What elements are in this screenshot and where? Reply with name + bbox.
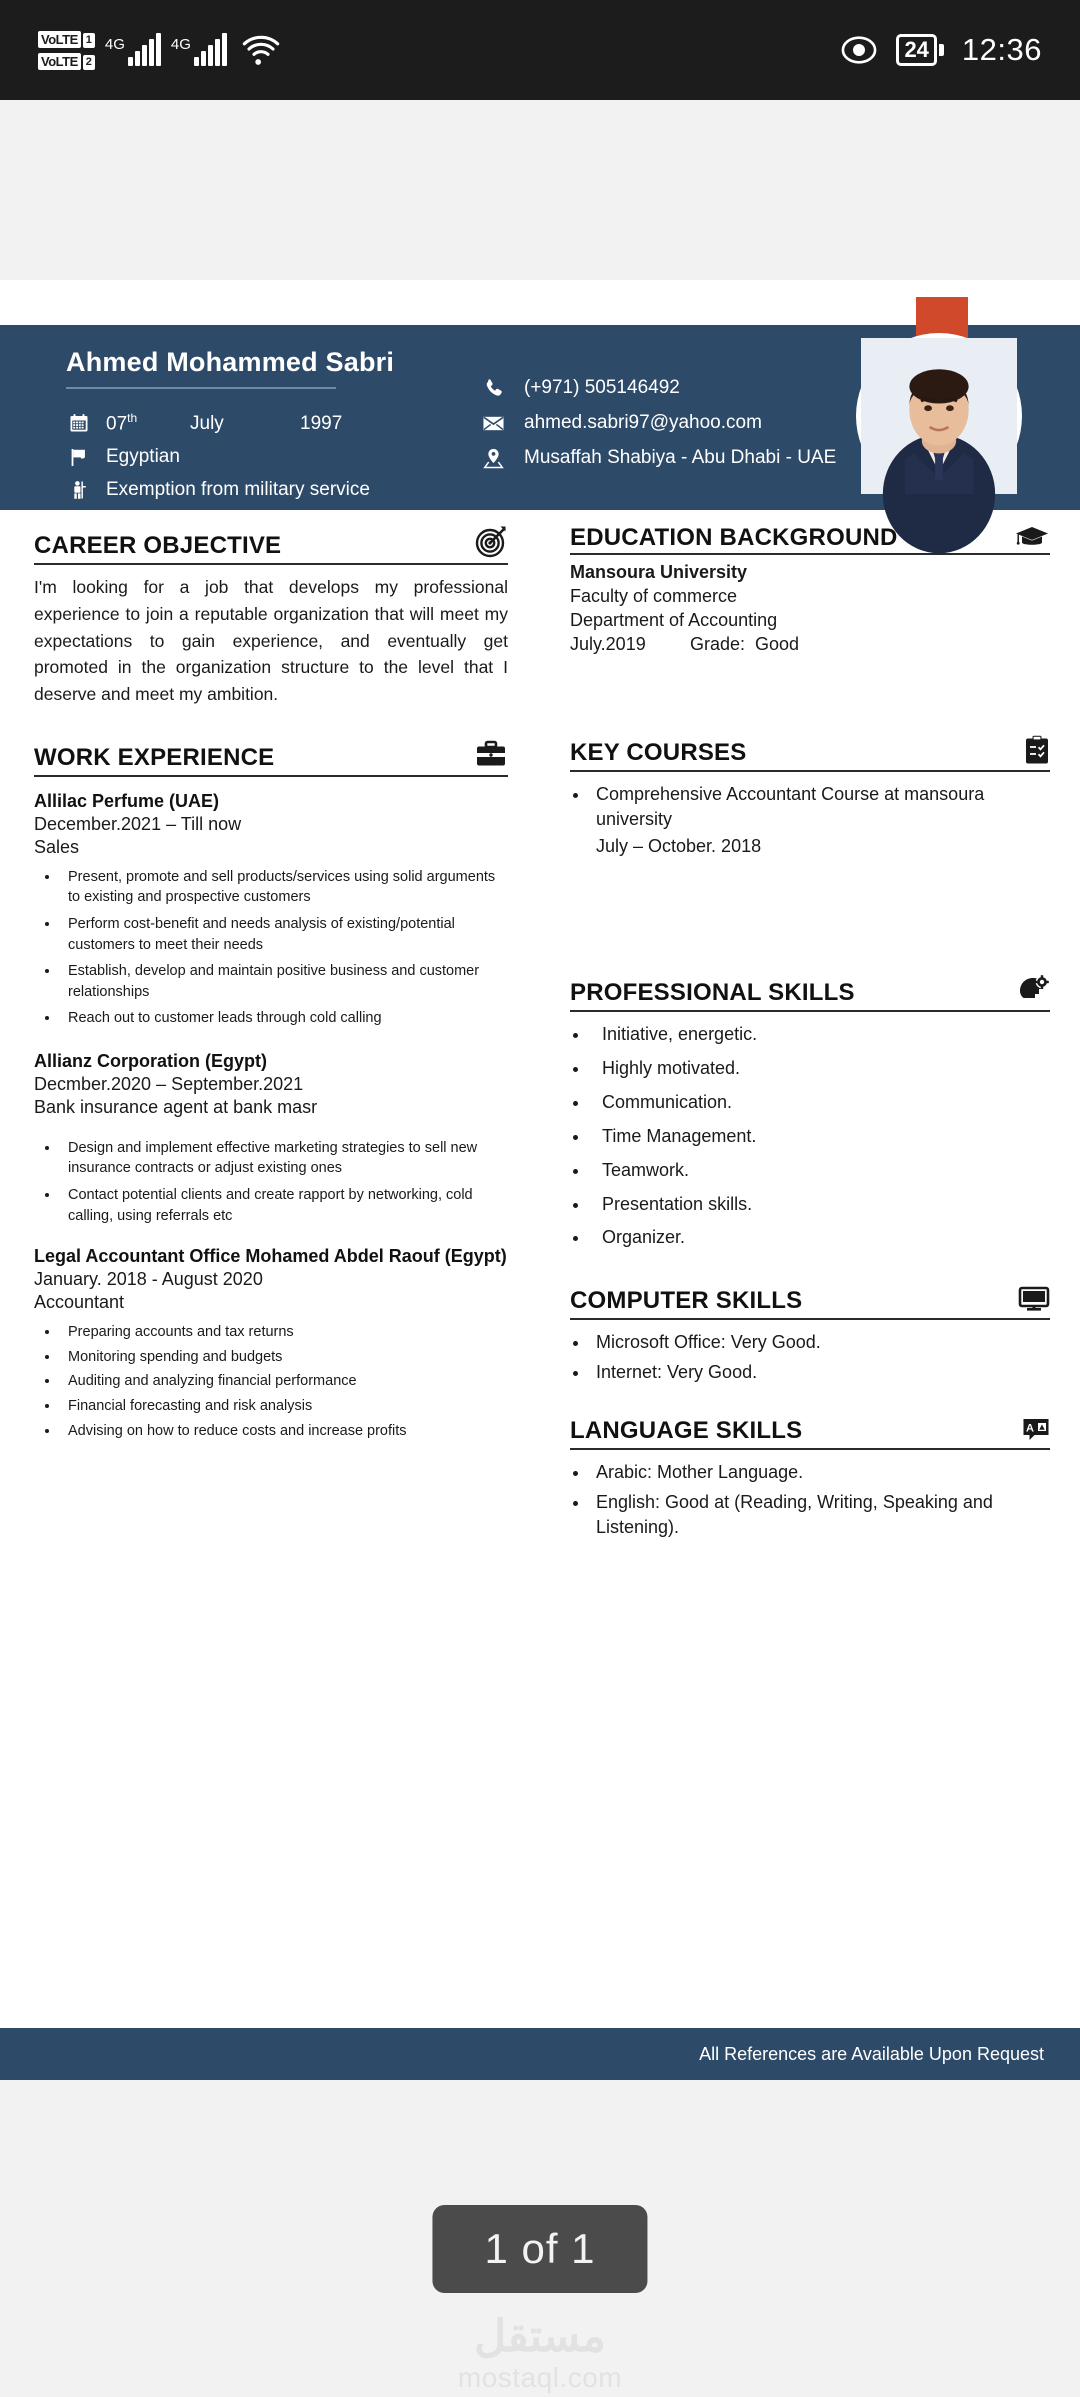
list-item: • Monitoring spending and budgets: [60, 1347, 508, 1368]
graduation-cap-icon: [1014, 524, 1050, 552]
language-skills-list: [590, 1460, 1050, 1539]
education-university: Mansoura University: [570, 562, 748, 582]
section-header: [570, 1417, 1050, 1450]
list-item: • Comprehensive Accountant Course at mansoura university: [590, 782, 1050, 832]
section-header: [570, 1285, 1050, 1320]
list-item: • Advising on how to reduce costs and increase profits: [60, 1421, 508, 1442]
profile-photo: [861, 338, 1017, 494]
cv-right-column: [548, 524, 1080, 1545]
list-item: • English: Good at (Reading, Writing, Speaking and Listening).: [590, 1490, 1050, 1540]
email-value: ahmed.sabri97@yahoo.com: [524, 412, 762, 433]
section-header: [34, 524, 508, 565]
section-header: [34, 740, 508, 777]
job-company: Legal Accountant Office Mohamed Abdel Raouf (Egypt): [34, 1246, 507, 1267]
job-role: Sales: [34, 836, 80, 857]
volte-sim2: [38, 53, 95, 70]
dob-day: 07th: [106, 411, 138, 435]
military-service-icon: [66, 480, 92, 500]
section-header: [570, 975, 1050, 1012]
envelope-icon: [480, 413, 506, 434]
cv-body: [0, 510, 1080, 1545]
job-role: Bank insurance agent at bank masr: [34, 1096, 318, 1117]
monitor-icon: [1018, 1285, 1050, 1315]
list-item: • Financial forecasting and risk analysis: [60, 1396, 508, 1417]
list-item: • Contact potential clients and create rapport by networking, cold calling, using referrals etc: [60, 1185, 508, 1226]
education-date: July.2019: [570, 633, 646, 654]
cv-header: [0, 325, 1080, 510]
phone-value: (+971) 505146492: [524, 377, 680, 398]
section-work-experience: [34, 740, 508, 1441]
section-title: KEY COURSES: [570, 738, 747, 766]
network-type-label: 4G: [170, 36, 191, 53]
education-grade-row: [570, 633, 1050, 657]
cv-left-column: [0, 524, 548, 1545]
clipboard-checklist-icon: [1024, 735, 1050, 767]
job-dates: Decmber.2020 – September.2021: [34, 1073, 304, 1094]
svg-text:A: A: [1026, 1422, 1034, 1435]
target-icon: [474, 524, 508, 560]
battery-percent-label: 24: [896, 34, 936, 65]
professional-skills-list: [590, 1022, 1050, 1250]
job-bullets: [60, 1138, 508, 1226]
list-item: • Present, promote and sell products/services using solid arguments to existing and prospective customers: [60, 867, 508, 908]
section-key-courses: [570, 735, 1050, 858]
job-company: Allilac Perfume (UAE): [34, 790, 220, 811]
dob-year: 1997: [300, 413, 343, 435]
signal-bars-icon: [194, 34, 227, 66]
section-title: COMPUTER SKILLS: [570, 1287, 803, 1315]
watermark: [457, 2312, 623, 2397]
list-item: • Time Management.: [590, 1124, 1050, 1149]
watermark-arabic: مستقل: [474, 2312, 606, 2361]
references-note: All References are Available Upon Request: [699, 2043, 1044, 2064]
eye-icon: [840, 35, 878, 65]
volte-sim1: [38, 31, 95, 48]
volte-indicators: [38, 31, 95, 70]
page-indicator-label: 1 of 1: [484, 2225, 596, 2272]
signal-sim2: [171, 34, 227, 66]
list-item: • Organizer.: [590, 1225, 1050, 1250]
list-item: • Presentation skills.: [590, 1192, 1050, 1217]
list-item: • Arabic: Mother Language.: [590, 1460, 1050, 1485]
job-bullets: [60, 1322, 508, 1441]
list-item: • Establish, develop and maintain positive business and customer relationships: [60, 961, 508, 1002]
status-bar: [0, 0, 1080, 100]
job-entry: [34, 791, 508, 1029]
document-viewer[interactable]: [0, 100, 1080, 2393]
key-courses-list: [590, 782, 1050, 832]
section-title: PROFESSIONAL SKILLS: [570, 979, 855, 1007]
sim2-number: 2: [83, 55, 95, 70]
job-entry: [34, 1246, 508, 1441]
name-underline: [66, 387, 336, 389]
cv-page: [0, 280, 1080, 2080]
wifi-icon: [241, 33, 281, 67]
section-title: CAREER OBJECTIVE: [34, 532, 282, 559]
section-computer-skills: [570, 1285, 1050, 1385]
address-value: Musaffah Shabiya - Abu Dhabi - UAE: [524, 447, 837, 468]
section-career-objective: [34, 524, 508, 708]
military-row: [66, 479, 480, 501]
education-faculty: Faculty of commerce: [570, 585, 738, 606]
list-item: • Initiative, energetic.: [590, 1022, 1050, 1047]
status-bar-left: [38, 31, 281, 70]
education-grade-label: Grade:: [690, 633, 746, 654]
signal-bars-icon: [128, 34, 161, 66]
list-item: • Highly motivated.: [590, 1056, 1050, 1081]
section-title: LANGUAGE SKILLS: [570, 1416, 803, 1444]
military-status-value: Exemption from military service: [106, 479, 370, 501]
avatar: [856, 333, 1022, 499]
section-header: [570, 735, 1050, 772]
signal-sim1: [105, 34, 161, 66]
head-gear-icon: [1016, 975, 1050, 1007]
cv-header-personal: [0, 325, 480, 512]
cv-footer: [0, 2028, 1080, 2080]
volte-badge-icon: VoLTE: [38, 53, 81, 70]
education-grade-value: Good: [755, 633, 800, 654]
computer-skills-list: [590, 1330, 1050, 1385]
list-item: • Perform cost-benefit and needs analysis of existing/potential customers to meet their needs: [60, 914, 508, 955]
job-company: Allianz Corporation (Egypt): [34, 1050, 267, 1071]
status-bar-right: [840, 32, 1042, 68]
career-objective-text: I'm looking for a job that develops my professional experience to join a reputable organization that will meet my expectations to gain experience, and eventually get promoted in the organization structure to the level that I deserve and meet my ambition.: [34, 577, 508, 705]
job-role: Accountant: [34, 1292, 125, 1313]
education-details: [570, 561, 1050, 657]
course-dates: July – October. 2018: [596, 836, 762, 857]
job-entry: [34, 1051, 508, 1226]
dob-row: [66, 411, 480, 435]
job-dates: December.2021 – Till now: [34, 813, 242, 834]
calendar-icon: [66, 413, 92, 433]
watermark-latin: mostaql.com: [457, 2362, 623, 2393]
battery-tip-icon: [939, 44, 944, 56]
battery-indicator: [896, 34, 943, 65]
translate-icon: [1022, 1417, 1050, 1445]
job-bullets: [60, 867, 508, 1029]
list-item: • Reach out to customer leads through cold calling: [60, 1008, 508, 1029]
section-language-skills: [570, 1417, 1050, 1539]
section-title: WORK EXPERIENCE: [34, 743, 275, 771]
clock-label: 12:36: [961, 32, 1042, 67]
briefcase-icon: [474, 740, 508, 772]
volte-badge-icon: VoLTE: [38, 31, 81, 48]
network-type-label: 4G: [104, 36, 125, 53]
page-indicator: [432, 2205, 647, 2293]
education-department: Department of Accounting: [570, 609, 778, 630]
list-item: • Auditing and analyzing financial performance: [60, 1371, 508, 1392]
date-of-birth: [106, 411, 342, 435]
list-item: • Design and implement effective marketing strategies to sell new insurance contracts or adjust existing ones: [60, 1138, 508, 1179]
nationality-row: [66, 446, 480, 468]
section-professional-skills: [570, 975, 1050, 1250]
sim1-number: 1: [83, 33, 95, 48]
phone-icon: [480, 378, 506, 399]
dob-month: July: [190, 413, 224, 435]
list-item: • Preparing accounts and tax returns: [60, 1322, 508, 1343]
section-education: [570, 524, 1050, 657]
section-title: EDUCATION BACKGROUND: [570, 524, 898, 551]
nationality-value: Egyptian: [106, 446, 180, 468]
list-item: • Microsoft Office: Very Good.: [590, 1330, 1050, 1355]
location-pin-icon: [480, 448, 506, 469]
job-dates: January. 2018 - August 2020: [34, 1269, 263, 1290]
page-title: Ahmed Mohammed Sabri: [66, 347, 395, 377]
list-item: • Communication.: [590, 1090, 1050, 1115]
flag-icon: [66, 447, 92, 467]
list-item: • Teamwork.: [590, 1158, 1050, 1183]
list-item: • Internet: Very Good.: [590, 1360, 1050, 1385]
